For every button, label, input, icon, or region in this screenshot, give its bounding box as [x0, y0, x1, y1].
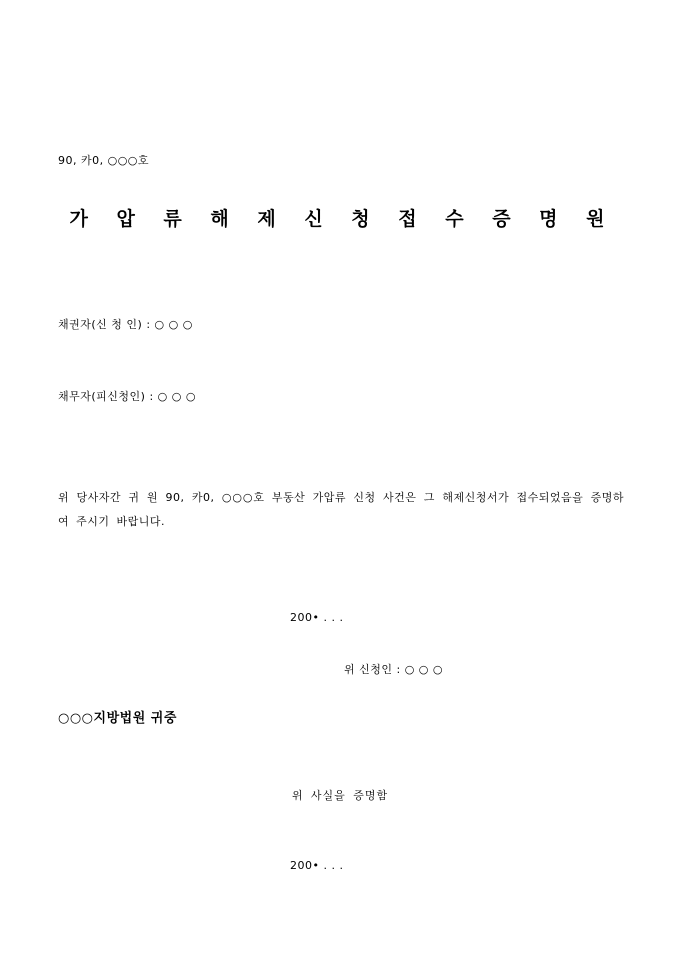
debtor-line: 채무자(피신청인) : ○ ○ ○	[58, 390, 196, 403]
date-line: 200• . . .	[290, 611, 344, 624]
applicant-signature-line: 위 신청인 : ○ ○ ○	[344, 663, 443, 676]
document-title: 가 압 류 해 제 신 청 접 수 증 명 원	[69, 208, 611, 230]
body-paragraph: 위 당사자간 귀 원 90, 카0, ○○○호 부동산 가압류 신청 사건은 그 해제신청서가 접수되었음을 증명하여 주시기 바랍니다.	[58, 491, 624, 528]
confirmation-line: 위 사실을 증명함	[291, 789, 389, 802]
confirmation-date-line: 200• . . .	[290, 859, 344, 872]
case-number: 90, 카0, ○○○호	[58, 154, 150, 167]
court-addressee: ○○○지방법원 귀중	[58, 711, 177, 726]
creditor-line: 채권자(신 청 인) : ○ ○ ○	[58, 318, 193, 331]
